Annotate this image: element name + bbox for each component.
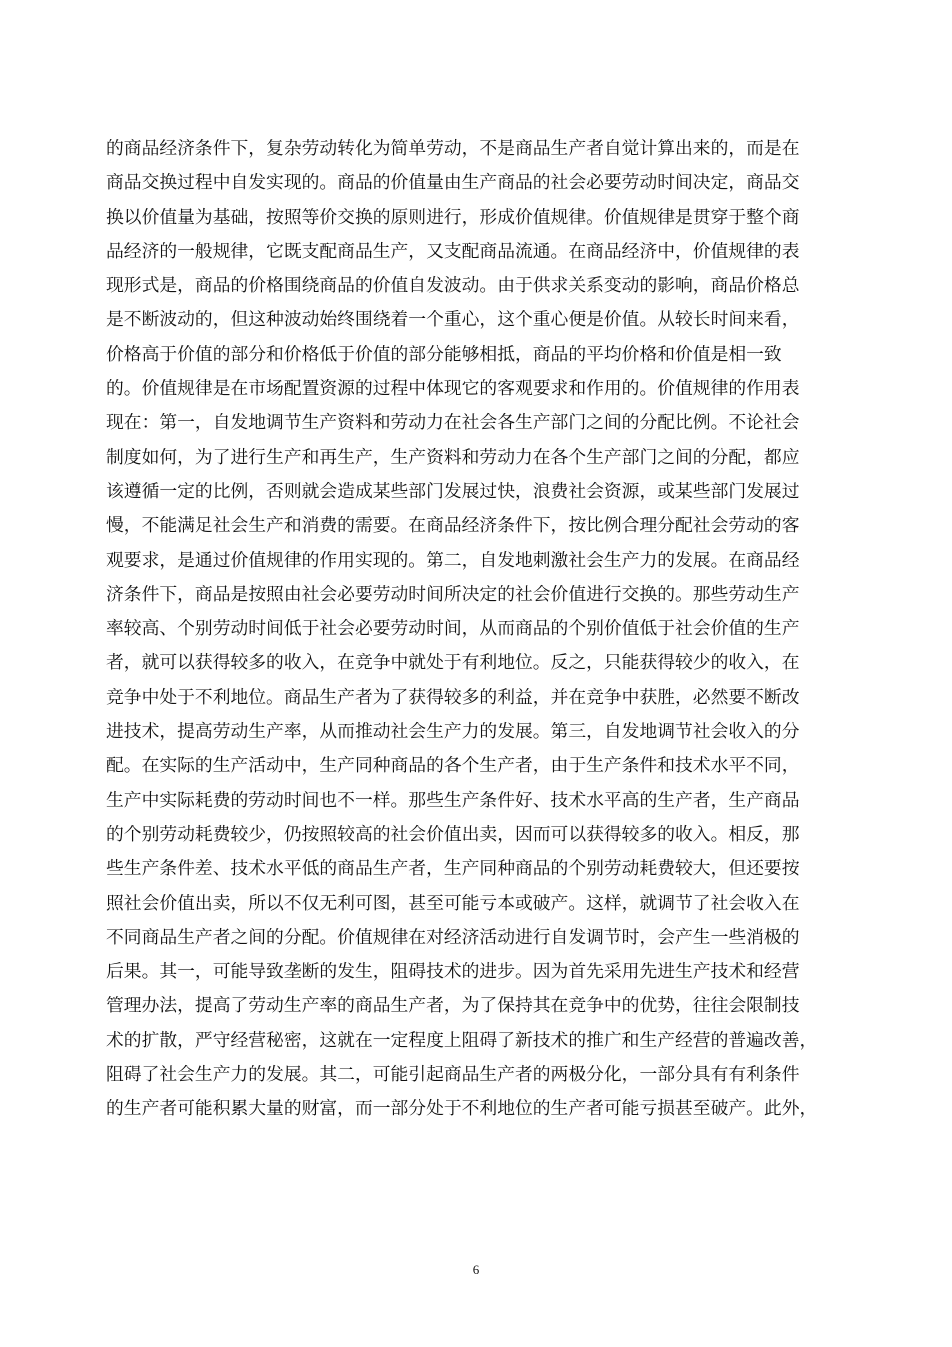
text-line: 慢，不能满足社会生产和消费的需要。在商品经济条件下，按比例合理分配社会劳动的客	[106, 515, 800, 537]
text-line: 竞争中处于不利地位。商品生产者为了获得较多的利益，并在竞争中获胜，必然要不断改	[106, 686, 800, 708]
text-line: 品经济的一般规律，它既支配商品生产，又支配商品流通。在商品经济中，价值规律的表	[106, 240, 800, 262]
text-line: 济条件下，商品是按照由社会必要劳动时间所决定的社会价值进行交换的。那些劳动生产	[106, 583, 800, 605]
text-line: 不同商品生产者之间的分配。价值规律在对经济活动进行自发调节时，会产生一些消极的	[106, 926, 800, 948]
text-line: 术的扩散，严守经营秘密，这就在一定程度上阻碍了新技术的推广和生产经营的普遍改善，	[106, 1029, 818, 1051]
text-line: 的。价值规律是在市场配置资源的过程中体现它的客观要求和作用的。价值规律的作用表	[106, 378, 800, 400]
text-line: 价格高于价值的部分和价格低于价值的部分能够相抵，商品的平均价格和价值是相一致	[106, 343, 782, 365]
text-line: 制度如何，为了进行生产和再生产，生产资料和劳动力在各个生产部门之间的分配，都应	[106, 446, 800, 468]
text-line: 阻碍了社会生产力的发展。其二，可能引起商品生产者的两极分化，一部分具有有利条件	[106, 1064, 800, 1086]
text-line: 管理办法，提高了劳动生产率的商品生产者，为了保持其在竞争中的优势，往往会限制技	[106, 995, 800, 1017]
text-line: 是不断波动的，但这种波动始终围绕着一个重心，这个重心便是价值。从较长时间来看，	[106, 309, 800, 331]
text-line: 者，就可以获得较多的收入，在竞争中就处于有利地位。反之，只能获得较少的收入，在	[106, 652, 800, 674]
text-line: 现形式是，商品的价格围绕商品的价值自发波动。由于供求关系变动的影响，商品价格总	[106, 275, 800, 297]
body-text	[106, 132, 851, 1127]
text-line: 该遵循一定的比例，否则就会造成某些部门发展过快，浪费社会资源，或某些部门发展过	[106, 480, 800, 502]
text-line: 的个别劳动耗费较少，仍按照较高的社会价值出卖，因而可以获得较多的收入。相反，那	[106, 823, 800, 845]
text-line: 些生产条件差、技术水平低的商品生产者，生产同种商品的个别劳动耗费较大，但还要按	[106, 858, 800, 880]
text-line: 的生产者可能积累大量的财富，而一部分处于不利地位的生产者可能亏损甚至破产。此外，	[106, 1098, 818, 1120]
text-line: 后果。其一，可能导致垄断的发生，阻碍技术的进步。因为首先采用先进生产技术和经营	[106, 961, 800, 983]
text-line: 观要求，是通过价值规律的作用实现的。第二，自发地刺激社会生产力的发展。在商品经	[106, 549, 800, 571]
text-line: 生产中实际耗费的劳动时间也不一样。那些生产条件好、技术水平高的生产者，生产商品	[106, 789, 800, 811]
text-line: 照社会价值出卖，所以不仅无利可图，甚至可能亏本或破产。这样，就调节了社会收入在	[106, 892, 800, 914]
text-line: 现在：第一，自发地调节生产资料和劳动力在社会各生产部门之间的分配比例。不论社会	[106, 412, 800, 434]
text-line: 率较高、个别劳动时间低于社会必要劳动时间，从而商品的个别价值低于社会价值的生产	[106, 618, 800, 640]
text-line: 商品交换过程中自发实现的。商品的价值量由生产商品的社会必要劳动时间决定，商品交	[106, 172, 800, 194]
text-line: 的商品经济条件下，复杂劳动转化为简单劳动，不是商品生产者自觉计算出来的，而是在	[106, 138, 800, 159]
text-line: 配。在实际的生产活动中，生产同种商品的各个生产者，由于生产条件和技术水平不同，	[106, 755, 800, 777]
page-number: 6	[472, 1262, 480, 1277]
text-line: 换以价值量为基础，按照等价交换的原则进行，形成价值规律。价值规律是贯穿于整个商	[106, 206, 800, 228]
text-line: 进技术，提高劳动生产率，从而推动社会生产力的发展。第三，自发地调节社会收入的分	[106, 721, 800, 743]
